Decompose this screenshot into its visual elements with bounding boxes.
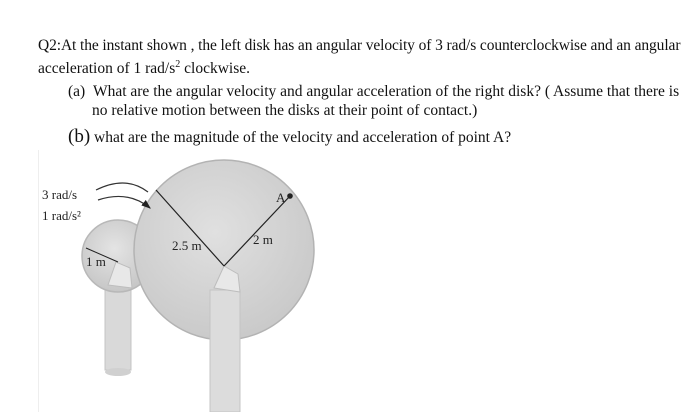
part-a	[68, 82, 690, 120]
omega-label: 3 rad/s	[42, 187, 78, 202]
part-b-marker: (b)	[68, 126, 91, 147]
question-line-2-prefix: acceleration of 1 rad/s	[38, 60, 176, 78]
alpha-arrow-icon	[98, 196, 150, 208]
omega-arrow-icon	[96, 183, 148, 192]
alpha-label: 1 rad/s²	[42, 208, 81, 223]
superscript-2: 2	[175, 59, 181, 70]
part-a-marker: (a)	[68, 83, 86, 100]
right-radius-label: 2.5 m	[172, 238, 202, 253]
part-a-text: What are the angular velocity and angular acceleration of the right disk? ( Assume that there is no relative motion between the disks at their point of contact.)	[92, 83, 680, 119]
question-line-2	[38, 55, 690, 78]
part-b-text: what are the magnitude of the velocity and acceleration of point A?	[94, 129, 512, 146]
point-a-label: A	[276, 190, 286, 205]
question-line-1: Q2:At the instant shown , the left disk has an angular velocity of 3 rad/s counterclockwise and an angular	[38, 37, 681, 54]
right-distance-label: 2 m	[253, 232, 273, 247]
right-support-front	[210, 290, 240, 412]
disk-figure	[38, 150, 338, 412]
left-radius-label: 1 m	[86, 254, 106, 269]
left-support-base	[105, 368, 131, 376]
left-support	[105, 280, 131, 370]
question-statement	[38, 36, 690, 78]
disk-diagram	[38, 150, 338, 412]
point-a-marker	[287, 193, 293, 199]
part-a-body	[68, 82, 690, 120]
question-line-2-suffix: clockwise.	[180, 60, 251, 78]
part-b	[68, 127, 690, 147]
